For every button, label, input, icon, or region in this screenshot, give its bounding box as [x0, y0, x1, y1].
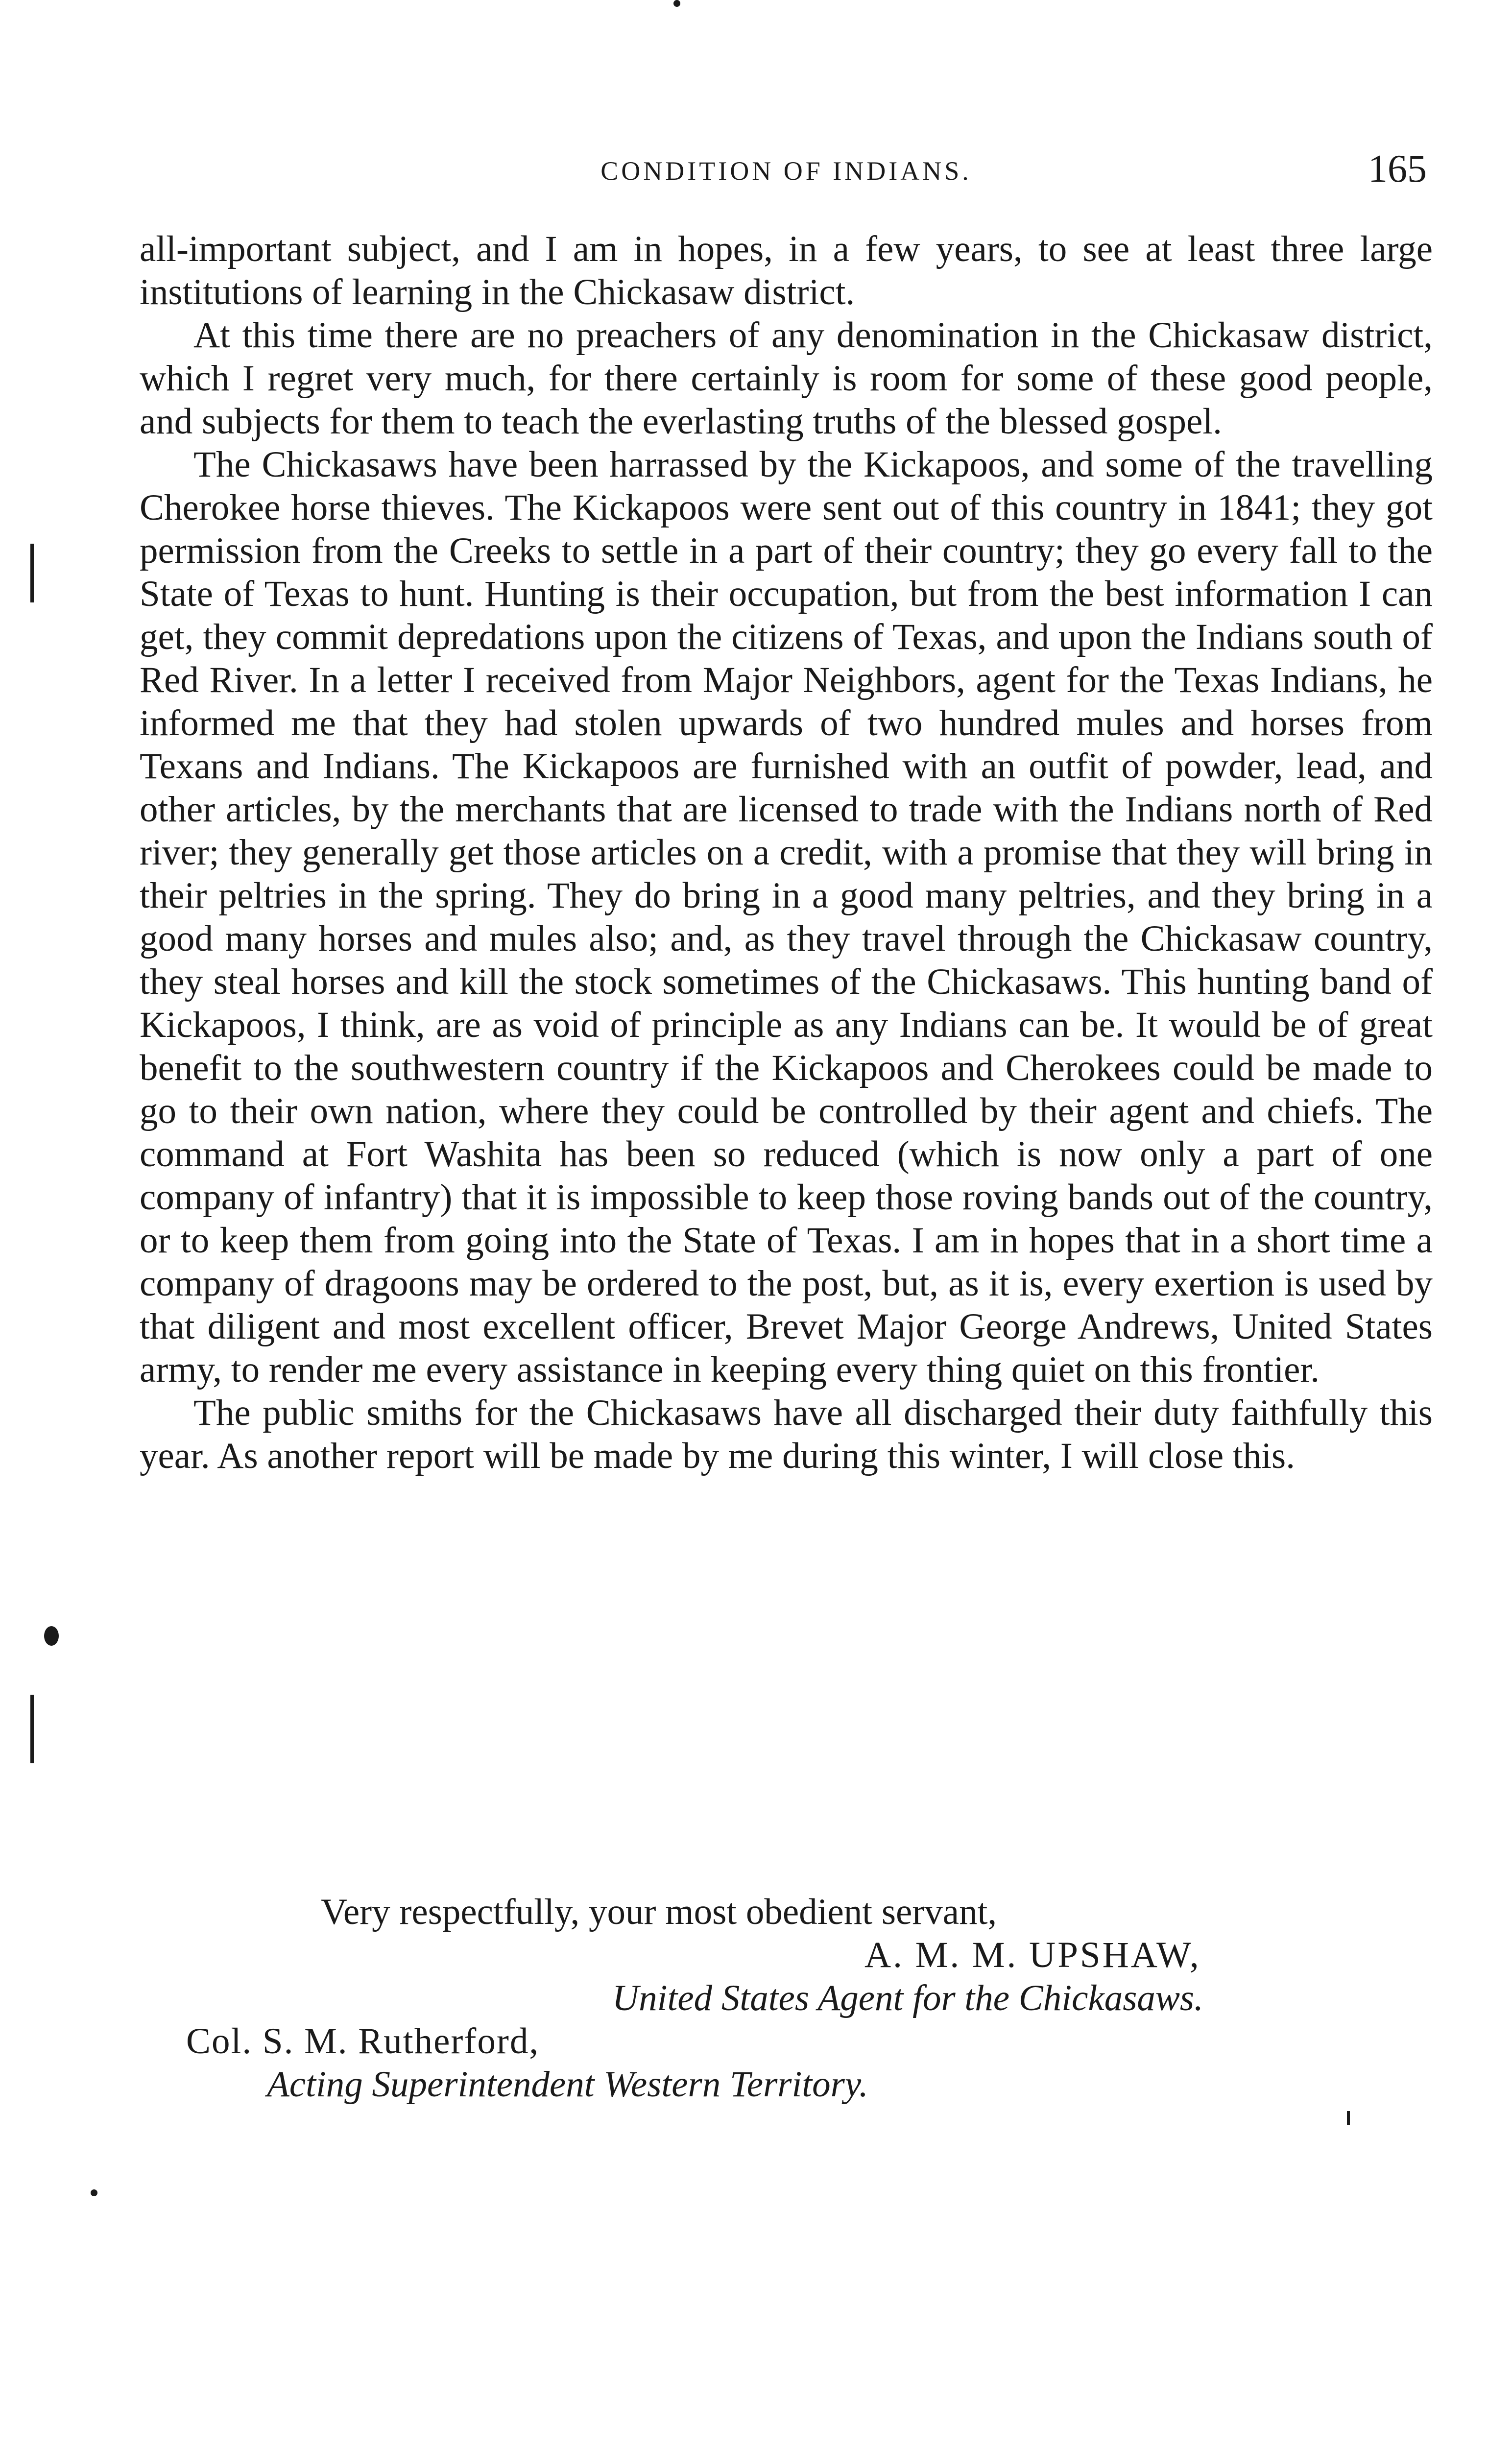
paragraph: At this time there are no preachers of any denomination in the Chickasaw district, which I regret very much, for there certainly is room for some of these good people, and subjects for them to teach the everlasting truths of the blessed gospel.: [140, 315, 1433, 442]
body-text: [140, 228, 1433, 1478]
signer-name: A. M. M. UPSHAW,: [864, 1935, 1201, 1975]
valediction: Very respectfully, your most obedient servant,: [321, 1892, 997, 1932]
addressee-title: Acting Superintendent Western Territory.: [267, 2064, 868, 2105]
margin-mark: [44, 1626, 59, 1646]
page-header: [140, 147, 1433, 201]
margin-mark: [30, 1695, 34, 1763]
margin-mark: [1347, 2111, 1350, 2125]
page-number: 165: [1368, 147, 1427, 191]
signer-title: United States Agent for the Chickasaws.: [612, 1978, 1203, 2018]
paragraph: The Chickasaws have been harrassed by the Kickapoos, and some of the travelling Cherokee horse thieves. The Kickapoos were sent out of this country in 1841; they got permission from the Creeks to settle in a part of their country; they go every fall to the State of Texas to hunt. Hunting is their occupation, but from the best information I can get, they commit depredations upon the citizens of Texas, and upon the Indians south of Red River. In a letter I received from Major Neighbors, agent for the Texas Indians, he informed me that they had stolen upwards of two hundred mules and horses from Texans and Indians. The Kickapoos are furnished with an outfit of powder, lead, and other articles, by the merchants that are licensed to trade with the Indians north of Red river; they generally get those articles on a credit, with a promise that they will bring in their peltries in the spring. They do bring in a good many peltries, and they bring in a good many horses and mules also; and, as they travel through the Chickasaw country, they steal horses and kill the stock sometimes of the Chickasaws. This hunting band of Kickapoos, I think, are as void of principle as any Indians can be. It would be of great benefit to the southwestern country if the Kickapoos and Cherokees could be made to go to their own nation, where they could be controlled by their agent and chiefs. The command at Fort Washita has been so reduced (which is now only a part of one company of infantry) that it is impossible to keep those roving bands out of the country, or to keep them from going into the State of Texas. I am in hopes that in a short time a company of dragoons may be ordered to the post, but, as it is, every exertion is used by that diligent and most excellent officer, Brevet Major George Andrews, United States army, to render me every assistance in keeping every thing quiet on this frontier.: [140, 444, 1433, 1390]
margin-mark: [673, 0, 680, 7]
paragraph: all-important subject, and I am in hopes, in a few years, to see at least three large institutions of learning in the Chickasaw district.: [140, 229, 1433, 312]
addressee-name: Col. S. M. Rutherford,: [186, 2021, 540, 2062]
margin-mark: [91, 2189, 97, 2196]
letter-closing: [140, 1891, 1433, 2106]
margin-mark: [30, 544, 34, 602]
paragraph: The public smiths for the Chickasaws have all discharged their duty faithfully this year. As another report will be made by me during this winter, I will close this.: [140, 1393, 1433, 1476]
running-head: CONDITION OF INDIANS.: [600, 156, 972, 186]
